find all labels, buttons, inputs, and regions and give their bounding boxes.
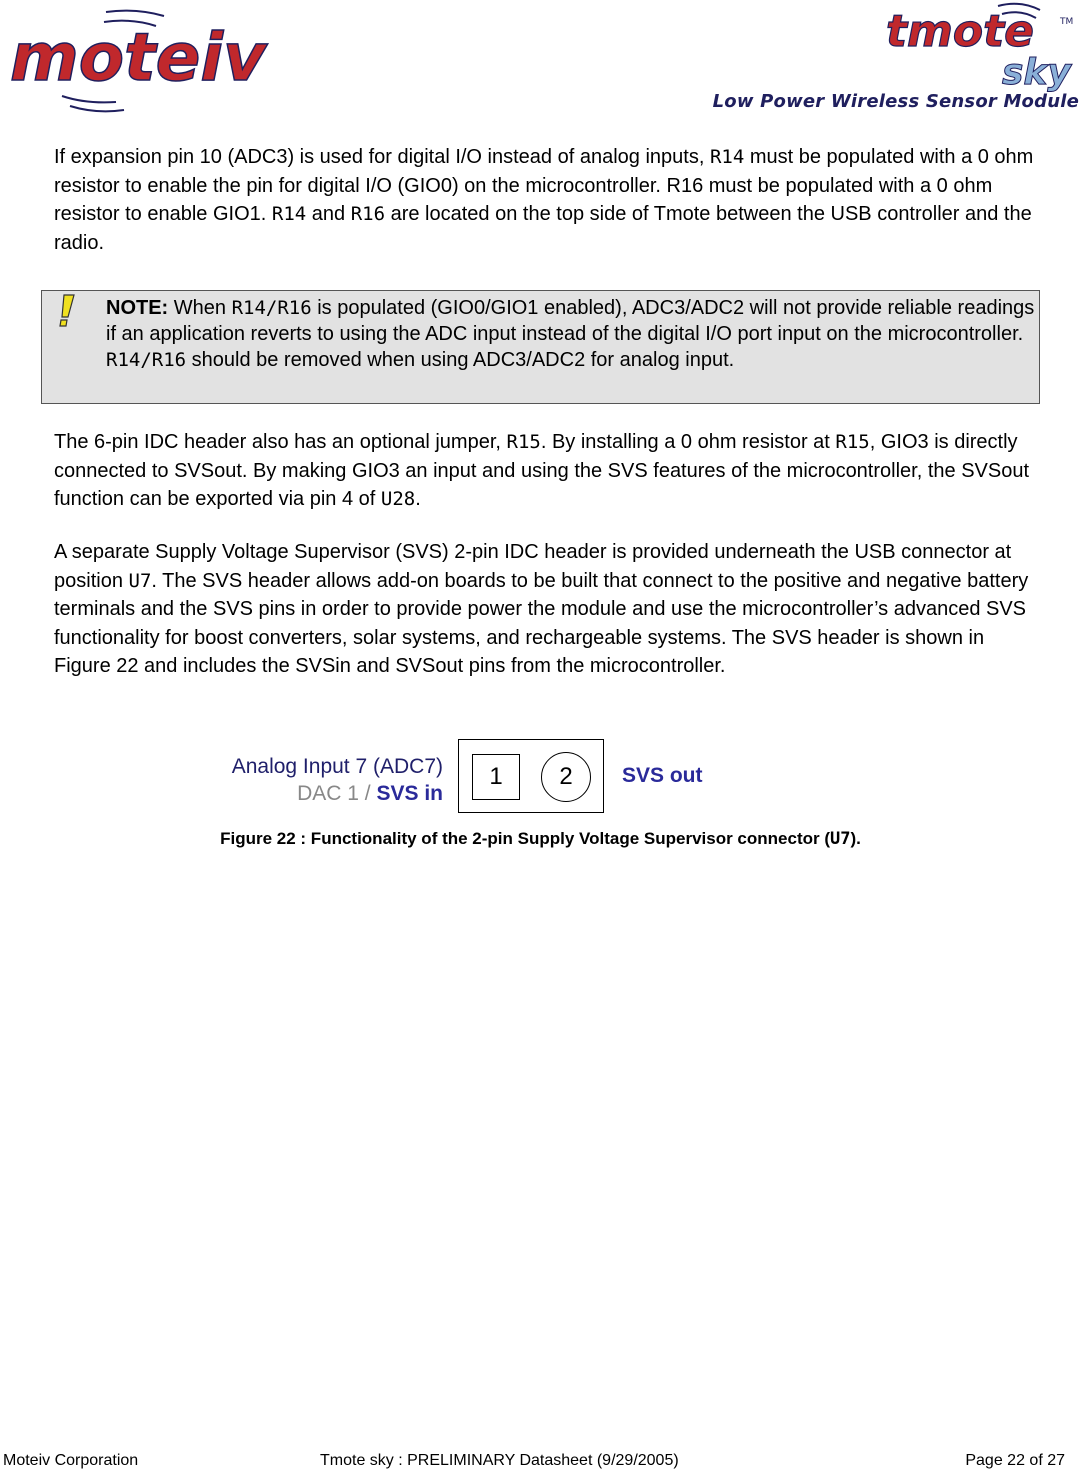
- label-separator: /: [358, 782, 377, 805]
- page-header: [0, 0, 1081, 120]
- p1-code-1: R14: [709, 146, 745, 168]
- p2-text-3: , GIO3 is directly connected to SVSout. By making GIO3 an input and using the SVS features of the microcontroller, the SVSout function can be exported via pin 4 of: [54, 431, 1030, 510]
- p1-text-3: and: [306, 203, 351, 225]
- pin-1-square: 1: [472, 754, 520, 800]
- note-label: NOTE:: [106, 297, 169, 319]
- p3-text-1: A separate Supply Voltage Supervisor (SVS) 2-pin IDC header is provided underneath the USB connector at position: [54, 541, 1012, 592]
- logo-right-sub: sky: [1002, 52, 1071, 93]
- p1-code-2: R14: [271, 203, 307, 225]
- footer-page-number: Page 22 of 27: [965, 1452, 1065, 1469]
- note-text-2: is populated (GIO0/GIO1 enabled), ADC3/ADC2 will not provide reliable readings if an application reverts to using the ADC input instead of the digital I/O port input on the microcontroller.: [106, 297, 1035, 345]
- p1-code-3: R16: [350, 203, 386, 225]
- figure-caption: [0, 829, 1081, 849]
- figure-22: [0, 730, 1081, 830]
- p2-code-2: R15: [835, 431, 870, 453]
- footer-doc-title: Tmote sky : PRELIMINARY Datasheet (9/29/2005): [320, 1452, 679, 1469]
- p2-text-4: .: [415, 488, 421, 510]
- note-text-1: When: [168, 297, 232, 319]
- caption-text-1: Figure 22 : Functionality of the 2-pin Supply Voltage Supervisor connector (: [220, 829, 830, 848]
- paragraph-idc-header: [54, 428, 1044, 514]
- p2-code-3: U28: [380, 488, 416, 510]
- p2-code-1: R15: [506, 431, 541, 453]
- exclamation-icon: [56, 293, 78, 329]
- p1-text-1: If expansion pin 10 (ADC3) is used for digital I/O instead of analog inputs,: [54, 146, 710, 168]
- p1-text-2: must be populated with a 0 ohm resistor to enable the pin for digital I/O (GIO0) on the microcontroller. R16 must be populated with a 0 ohm resistor to enable GIO1.: [54, 146, 1034, 225]
- footer-company: Moteiv Corporation: [3, 1452, 139, 1469]
- caption-code: U7: [829, 829, 851, 849]
- svs-connector: [458, 739, 604, 813]
- logo-right-tm: TM: [1060, 17, 1074, 27]
- note-code-1: R14/R16: [231, 297, 312, 319]
- paragraph-expansion-pin: [54, 143, 1044, 257]
- logo-right-text: tmote: [886, 6, 1034, 57]
- label-svs-out: SVS out: [622, 764, 703, 787]
- note-box: [41, 290, 1040, 404]
- logo-left-text: moteiv: [10, 19, 267, 96]
- note-text: [106, 295, 1036, 373]
- pin-2-circle: 2: [541, 752, 591, 802]
- label-analog-input-7: Analog Input 7 (ADC7): [231, 755, 443, 778]
- tagline: Low Power Wireless Sensor Module: [712, 91, 1079, 112]
- paragraph-svs-header: [54, 538, 1044, 681]
- p3-code-1: U7: [128, 569, 152, 592]
- label-dac1: DAC 1: [297, 782, 359, 805]
- tmote-sky-logo: [880, 0, 1080, 95]
- p1-text-4: are located on the top side of Tmote between the USB controller and the radio.: [54, 203, 1032, 254]
- page-footer: [0, 1452, 1081, 1474]
- note-text-3: should be removed when using ADC3/ADC2 for analog input.: [186, 349, 735, 371]
- p2-text-1: The 6-pin IDC header also has an optional jumper,: [54, 431, 507, 453]
- label-dac-svs-in: [297, 782, 443, 806]
- caption-text-2: ).: [850, 829, 861, 848]
- note-code-2: R14/R16: [106, 349, 187, 371]
- label-svs-in: SVS in: [376, 782, 443, 805]
- p2-text-2: . By installing a 0 ohm resistor at: [540, 431, 836, 453]
- p3-text-2: . The SVS header allows add-on boards to be built that connect to the positive and negative battery terminals and the SVS pins in order to provide power the module and use the microcontroller’s advanced SVS functionality for boost converters, solar systems, and rechargeable systems. The SVS header is shown in Figure 22 and includes the SVSin and SVSout pins from the microcontroller.: [54, 569, 1029, 677]
- moteiv-logo: [6, 4, 306, 116]
